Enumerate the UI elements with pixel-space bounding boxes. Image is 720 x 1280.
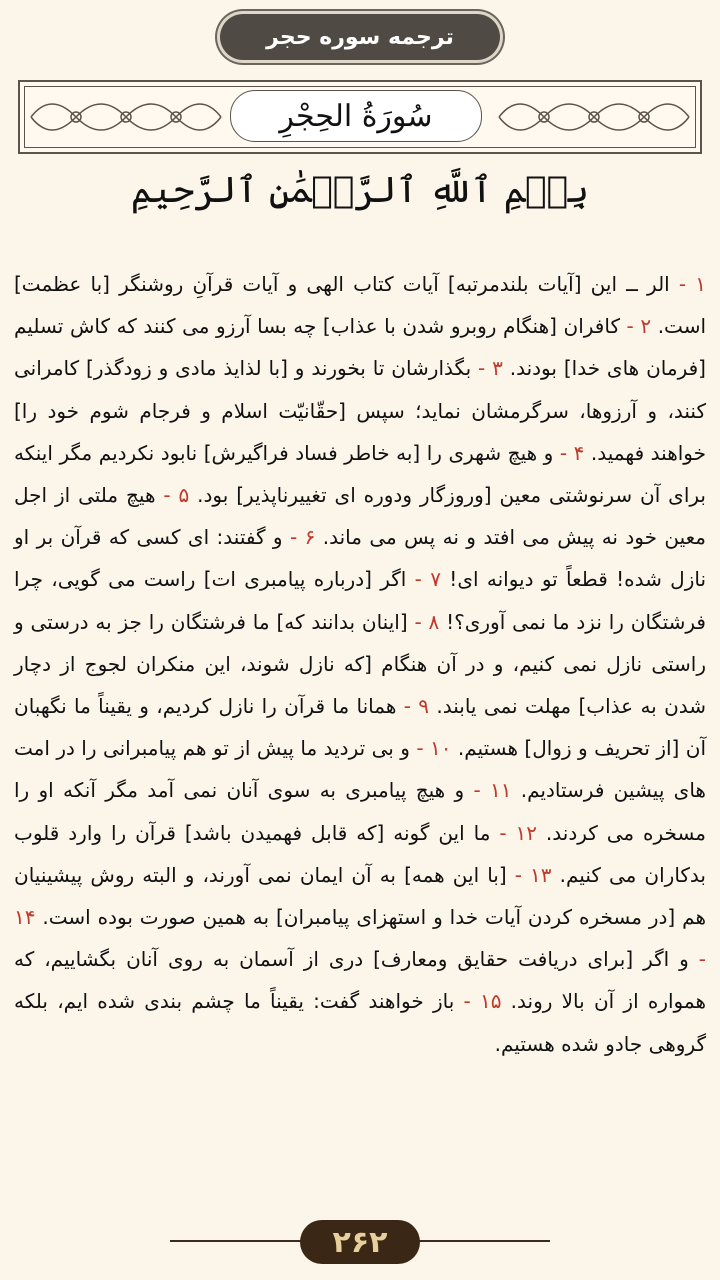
verse-number: ۱۲ - (490, 820, 537, 845)
verse-number: ۸ - (407, 609, 440, 634)
verse-text: بگذارشان تا بخورند و [با لذایذ مادی و زودگذر] کامرانی کنند، و آرزوها، سرگرمشان نماید؛ سپس [حقّانیّت اسلام و فرجام شوم خود را] خواهند فهمید. (14, 356, 706, 465)
verse-number: ۲ - (619, 314, 652, 339)
verse-text: کافران [هنگام روبرو شدن با عذاب] چه بسا آرزو می کنند که کاش تسلیم [فرمان های خدا] بودند. (14, 314, 706, 381)
verse-text: و گفتند: ای کسی که قرآن بر او نازل شده! قطعاً تو دیوانه ای! (14, 525, 707, 592)
verse-text: [با این همه] به آن ایمان نمی آورند، و البته روش پیشینیان هم [در مسخره کردن آیات خدا و استهزای پیامبران] به همین صورت بوده است. (14, 862, 706, 930)
page-number-badge (300, 1220, 420, 1264)
page-footer (0, 1212, 720, 1268)
bismillah: بِسۡمِ ٱللَّهِ ٱلرَّحۡمَٰنِ ٱلرَّحِيمِ (130, 170, 590, 211)
banner-ornament-left (26, 86, 226, 148)
translation-text (14, 263, 706, 1065)
verse-number: ۱۴ - (14, 905, 707, 972)
verse-number: ۱۱ - (464, 778, 512, 803)
verse-number: ۱ - (669, 272, 706, 296)
verse-text: باز خواهند گفت: یقیناً ما چشم بندی شده ایم، بلکه گروهی جادو شده هستیم. (14, 989, 706, 1056)
page-number: ۲۶۲ (332, 1224, 388, 1260)
verse-number: ۱۳ - (506, 862, 552, 887)
verse-number: ۴ - (553, 440, 585, 465)
verse-text: و هیچ شهری را [به خاطر فساد فراگیرش] نابود نکردیم مگر اینکه برای آن سرنوشتی معین [وروزگار ودوره ای تغییرناپذیر] بود. (14, 440, 706, 508)
header-title-pill (220, 14, 500, 60)
banner-ornament-right (494, 86, 694, 148)
verse-number: ۳ - (471, 356, 503, 381)
verse-text: اگر [درباره پیامبری ات] راست می گویی، چرا فرشتگان را نزد ما نمی آوری؟! (14, 567, 706, 634)
verse-text: و هیچ پیامبری به سوی آنان نمی آمد مگر آنکه او را مسخره می کردند. (14, 778, 707, 845)
surah-name: سُورَةُ الحِجْرِ (279, 98, 433, 134)
surah-name-cartouche (230, 90, 482, 142)
verse-text: و بی تردید ما پیش از تو هم پیامبرانی را در امت های پیشین فرستادیم. (14, 736, 706, 803)
verse-text: الر ــ این [آیات بلندمرتبه] آیات کتاب الهی و آیات قرآنِ روشنگر [با عظمت] است. (14, 272, 707, 339)
verse-number: ۱۰ - (409, 736, 452, 761)
verse-text: هیچ ملتی از اجل معین خود نه پیش می افتد و نه پس می ماند. (14, 483, 707, 550)
verse-number: ۱۵ - (454, 989, 502, 1014)
verse-number: ۶ - (282, 525, 316, 550)
verse-text: ما این گونه [که قابل فهمیدن باشد] قرآن را وارد قلوب بدکاران می کنیم. (14, 820, 706, 887)
header-title: ترجمه سوره حجر (266, 24, 454, 50)
verse-number: ۷ - (406, 567, 441, 592)
verse-text: [اینان بدانند که] ما فرشتگان را جز به درستی و راستی نازل نمی کنیم، و در آن هنگام [که نازل شوند، این منکران لجوج از دچار شدن به عذاب] مهلت نمی یابند. (14, 609, 707, 719)
verse-text: و اگر [برای دریافت حقایق ومعارف] دری از آسمان به روی آنان بگشاییم، که همواره از آن بالا روند. (14, 947, 706, 1014)
verse-number: ۵ - (155, 483, 190, 508)
verse-text: همانا ما قرآن را نازل کردیم، و یقیناً ما نگهبان آن [از تحریف و زوال] هستیم. (14, 694, 706, 761)
verse-number: ۹ - (396, 694, 430, 719)
surah-banner (18, 80, 702, 154)
